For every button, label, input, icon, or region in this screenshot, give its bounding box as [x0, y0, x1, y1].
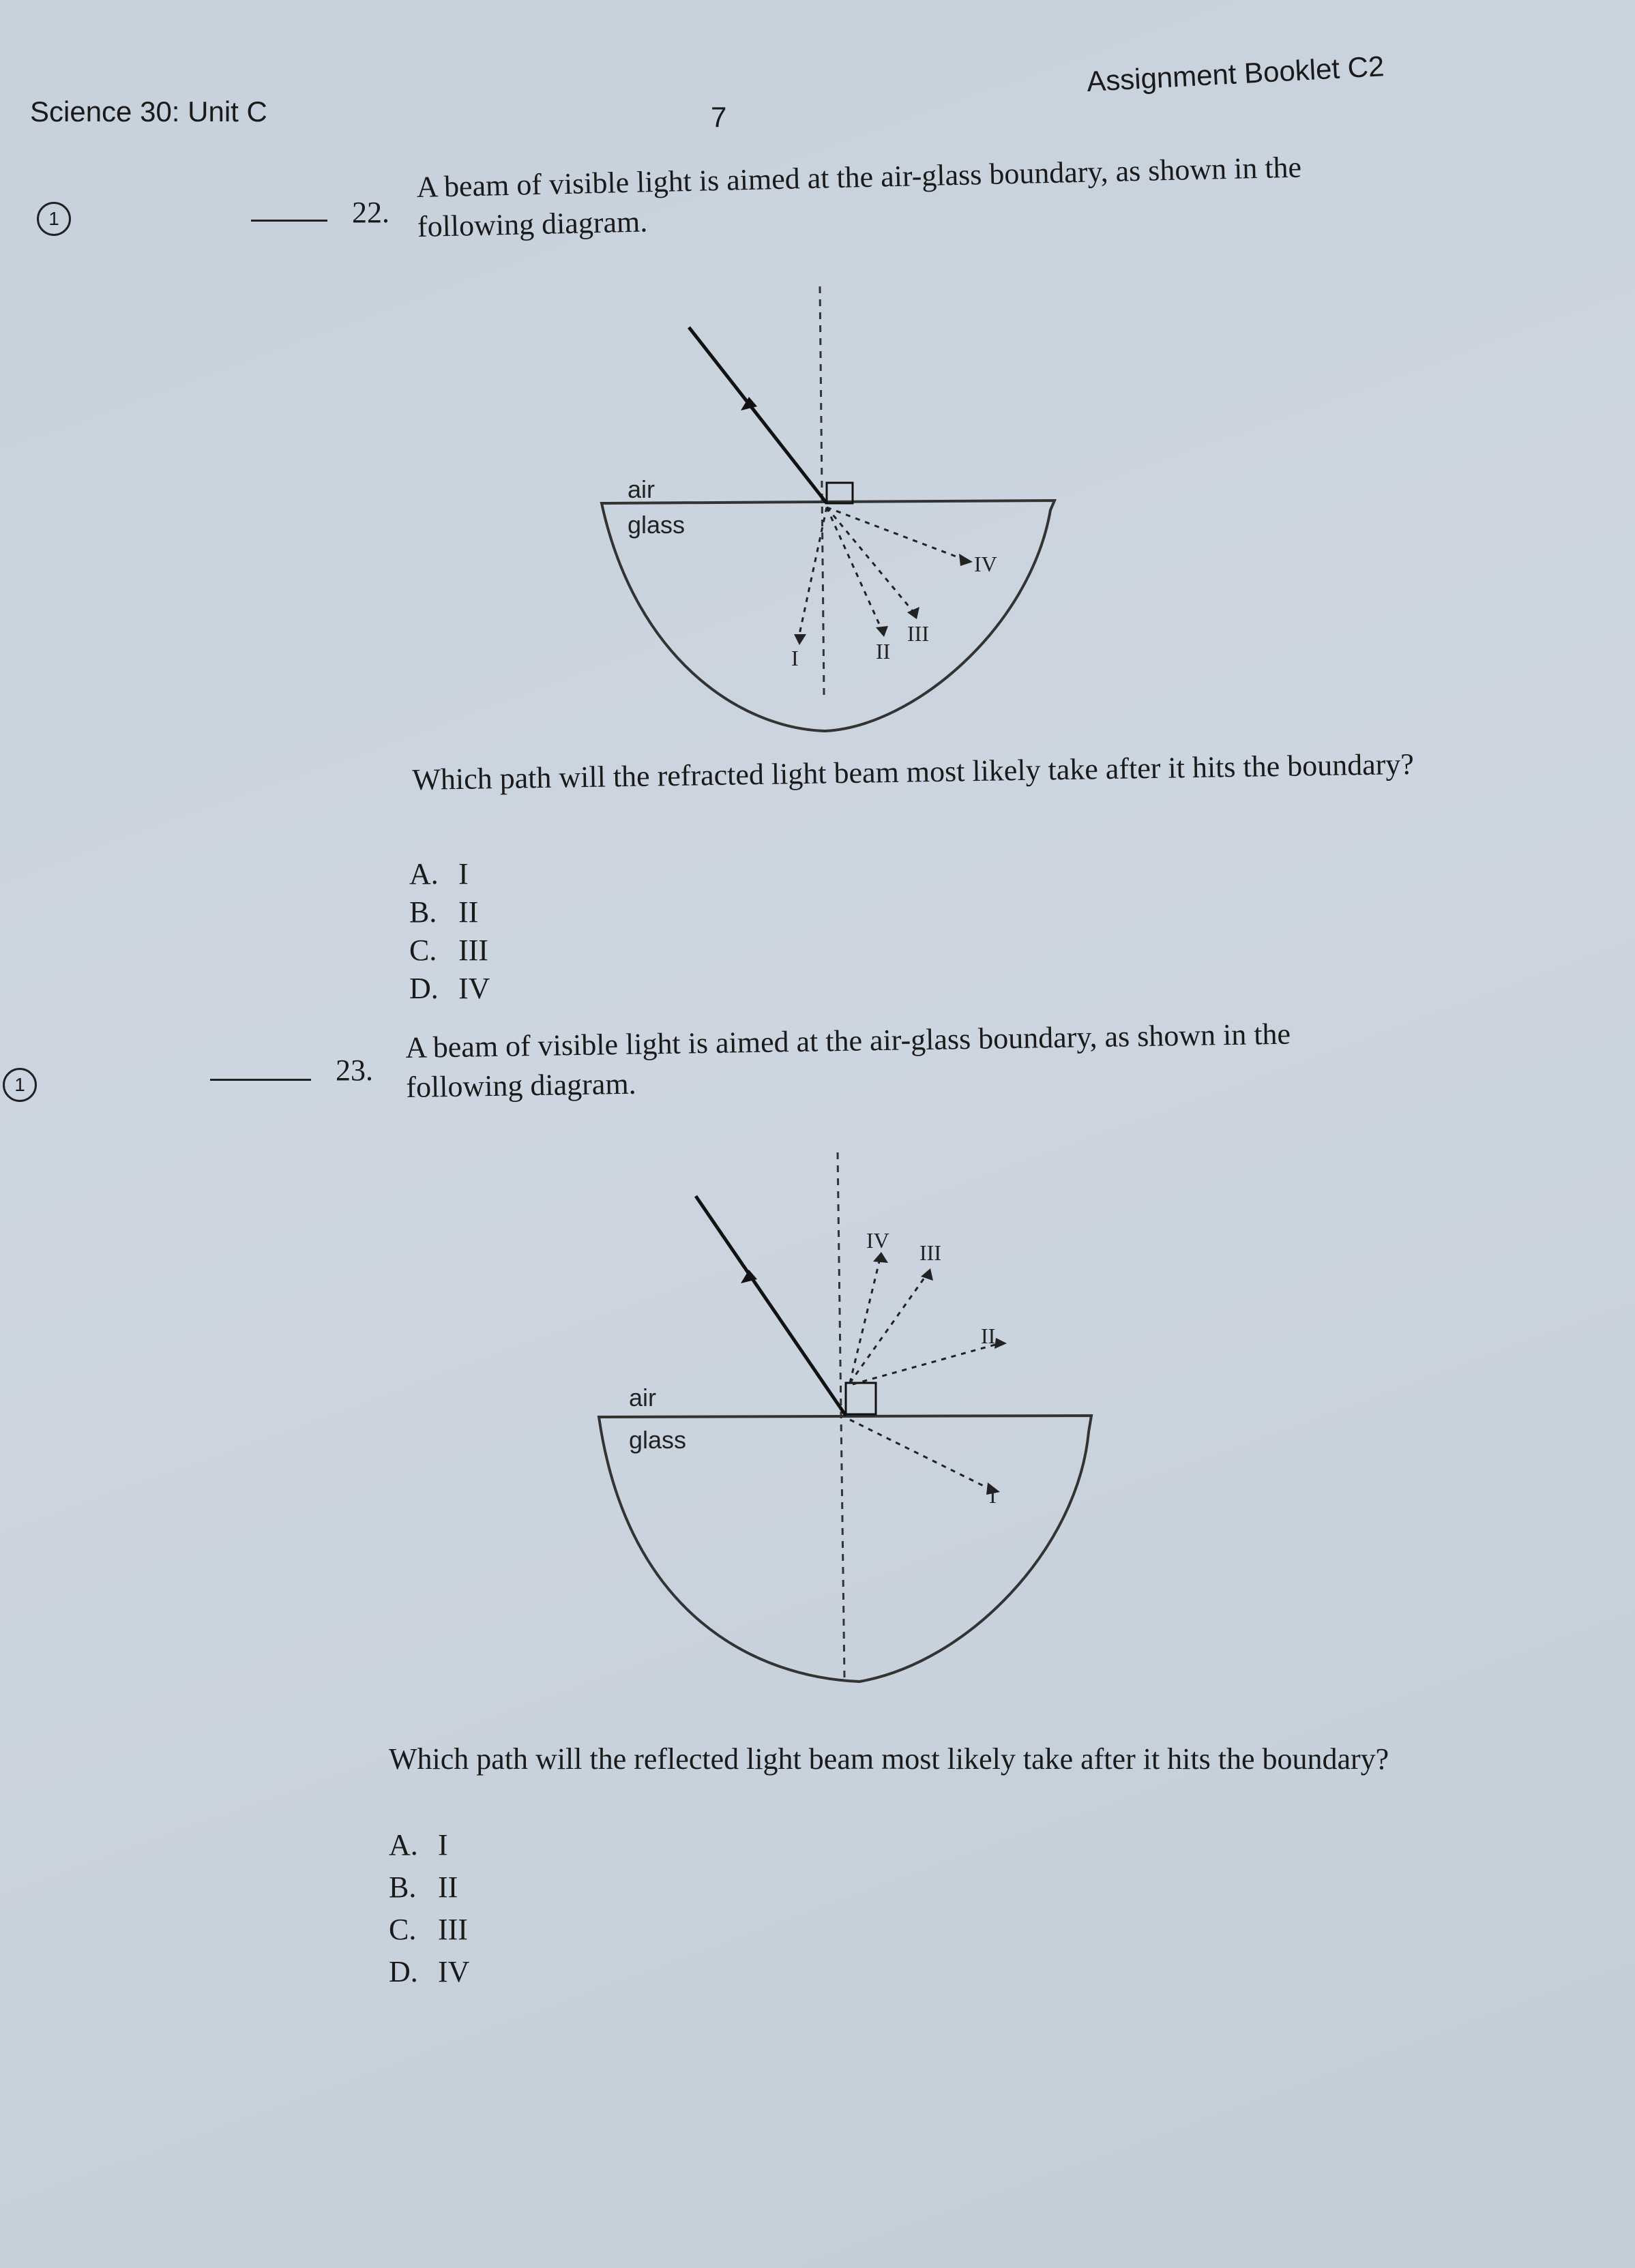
option-d[interactable]: D. IV — [389, 1955, 470, 1988]
label-air: air — [628, 475, 656, 503]
glass-semicircle — [599, 1416, 1091, 1682]
score-circle: 1 — [3, 1068, 37, 1102]
question-prompt — [405, 1015, 1291, 1107]
normal-marker — [846, 1383, 876, 1414]
path-ii — [827, 507, 881, 629]
option-a[interactable]: A. I — [389, 1828, 448, 1862]
reflection-diagram — [587, 1146, 1105, 1691]
path-iv — [850, 1259, 880, 1383]
booklet-title: Assignment Booklet C2 — [1086, 50, 1385, 98]
path-iv-arrow — [873, 1252, 888, 1263]
label-air: air — [629, 1384, 657, 1412]
path-label-i: I — [791, 646, 799, 670]
path-label-iv: IV — [974, 552, 997, 576]
question-number: 23. — [336, 1054, 373, 1087]
path-label-i: I — [989, 1483, 997, 1508]
label-glass: glass — [628, 511, 686, 539]
path-label-ii: II — [876, 639, 891, 663]
path-iii-arrow — [907, 607, 919, 619]
path-ii-arrow — [995, 1338, 1007, 1349]
question-stem: Which path will the refracted light beam most likely take after it hits the boundary? — [412, 747, 1415, 796]
prompt-line-1: A beam of visible light is aimed at the air-glass boundary, as shown in the — [416, 150, 1302, 204]
option-c[interactable]: C. III — [389, 1913, 468, 1946]
score-circle: 1 — [37, 202, 71, 236]
normal-line — [820, 286, 824, 696]
prompt-line-2: following diagram. — [405, 1066, 636, 1104]
prompt-line-1: A beam of visible light is aimed at the air-glass boundary, as shown in the — [405, 1017, 1291, 1064]
path-i-arrow — [794, 634, 806, 645]
answer-blank[interactable] — [251, 220, 327, 222]
option-d[interactable]: D. IV — [409, 972, 490, 1005]
question-number: 22. — [352, 196, 389, 229]
path-iv-arrow — [959, 554, 973, 566]
refraction-diagram — [587, 273, 1078, 750]
path-label-iii: III — [919, 1240, 941, 1265]
question-prompt — [416, 148, 1303, 247]
path-label-iv: IV — [866, 1228, 889, 1253]
path-label-iii: III — [907, 621, 929, 646]
prompt-line-2: following diagram. — [417, 205, 648, 243]
incident-ray — [689, 327, 827, 503]
option-a[interactable]: A. I — [409, 857, 469, 891]
question-stem: Which path will the reflected light beam most likely take after it hits the boundary? — [389, 1742, 1389, 1776]
path-ii-arrow — [876, 626, 888, 637]
option-b[interactable]: B. II — [409, 895, 479, 929]
option-c[interactable]: C. III — [409, 934, 488, 967]
course-title: Science 30: Unit C — [30, 95, 267, 128]
option-b[interactable]: B. II — [389, 1870, 458, 1904]
path-i — [850, 1420, 990, 1489]
path-label-ii: II — [981, 1324, 996, 1348]
answer-blank[interactable] — [210, 1079, 311, 1081]
normal-marker — [827, 483, 853, 503]
label-glass: glass — [629, 1426, 687, 1454]
page-number: 7 — [711, 101, 727, 133]
incident-ray — [696, 1196, 846, 1416]
